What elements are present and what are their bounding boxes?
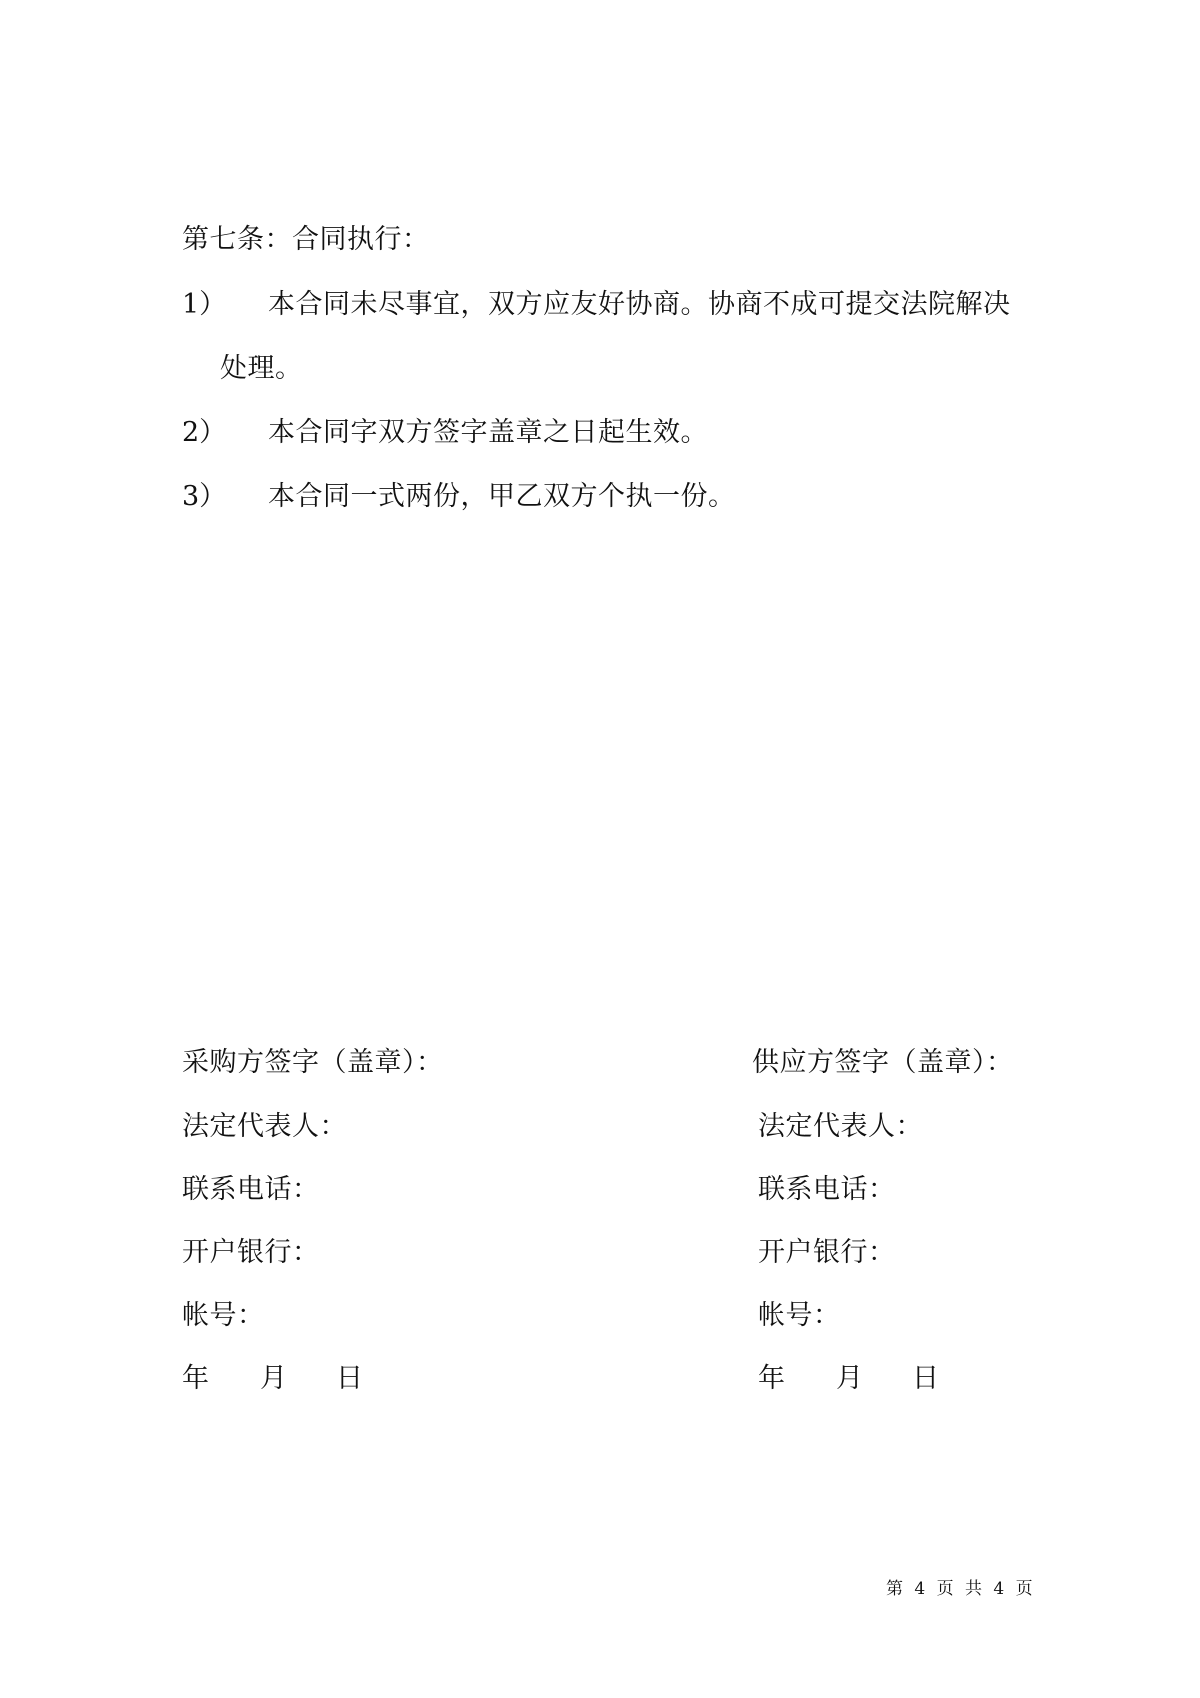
item-number-3: 3） (182, 481, 227, 512)
buyer-date-day: 日 (336, 1363, 363, 1394)
item-text-2: 本合同字双方签字盖章之日起生效。 (268, 417, 708, 448)
supplier-account-label: 帐号： (758, 1300, 841, 1331)
supplier-date-day: 日 (912, 1363, 939, 1394)
supplier-legal-rep-label: 法定代表人： (758, 1111, 923, 1142)
supplier-date-month: 月 (836, 1363, 863, 1394)
buyer-legal-rep-label: 法定代表人： (182, 1111, 347, 1142)
item-number-1: 1） (182, 289, 227, 320)
buyer-account-label: 帐号： (182, 1300, 265, 1331)
buyer-phone-label: 联系电话： (182, 1174, 320, 1205)
buyer-date-year: 年 (182, 1363, 209, 1394)
supplier-date-year: 年 (758, 1363, 785, 1394)
buyer-signature-title: 采购方签字（盖章）： (182, 1047, 444, 1078)
supplier-bank-label: 开户银行： (758, 1237, 896, 1268)
item-text-3: 本合同一式两份，甲乙双方个执一份。 (268, 481, 736, 512)
buyer-date-month: 月 (260, 1363, 287, 1394)
supplier-phone-label: 联系电话： (758, 1174, 896, 1205)
article-heading: 第七条：合同执行： (182, 224, 430, 255)
item-number-2: 2） (182, 417, 227, 448)
item-text-1: 本合同未尽事宜，双方应友好协商。协商不成可提交法院解决 (268, 289, 1011, 320)
supplier-signature-title: 供应方签字（盖章）： (752, 1047, 1014, 1078)
item-text-1-continuation: 处理。 (220, 353, 303, 384)
buyer-bank-label: 开户银行： (182, 1237, 320, 1268)
page-number-footer: 第 4 页 共 4 页 (886, 1579, 1033, 1599)
